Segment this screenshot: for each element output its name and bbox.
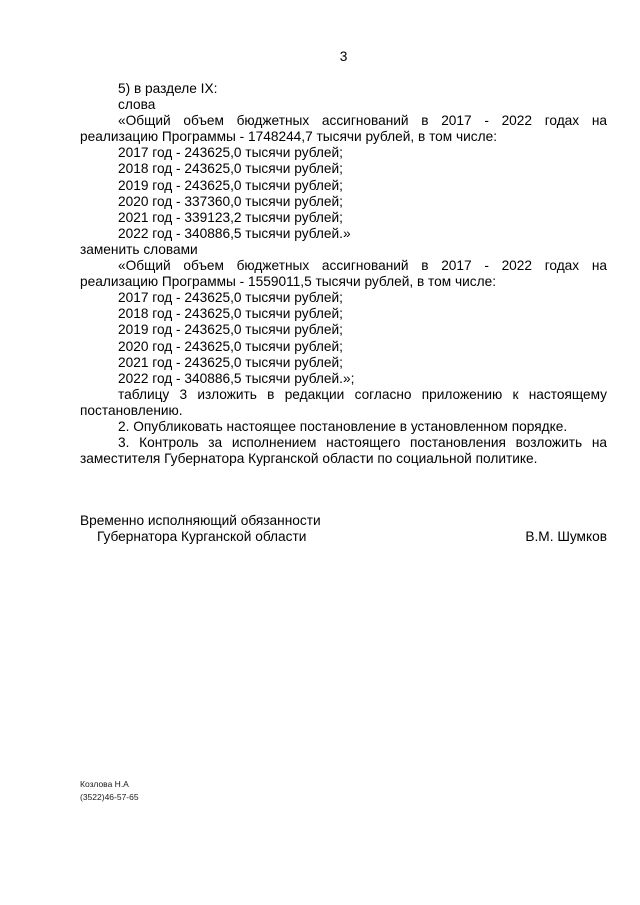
old-year-line: 2018 год - 243625,0 тысячи рублей; [118,161,343,177]
signature-block [80,513,607,545]
words-label: слова [118,97,156,113]
old-text-line2: реализацию Программы - 1748244,7 тысячи рублей, в том числе: [80,129,498,145]
old-year-line: 2021 год - 339123,2 тысячи рублей; [118,209,343,225]
signatory-name: В.М. Шумков [525,529,607,544]
new-year-line: 2017 год - 243625,0 тысячи рублей; [118,290,343,306]
old-year-line: 2019 год - 243625,0 тысячи рублей; [118,177,343,193]
item-5-heading: 5) в разделе IX: [118,81,218,96]
new-year-line: 2022 год - 340886,5 тысячи рублей.»; [118,370,355,386]
old-year-line: 2017 год - 243625,0 тысячи рублей; [118,145,343,161]
new-text-line2: реализацию Программы - 1559011,5 тысячи рублей, в том числе: [80,274,497,290]
new-year-line: 2020 год - 243625,0 тысячи рублей; [118,338,343,354]
executor-name: Козлова Н.А [80,779,129,789]
new-year-line: 2018 год - 243625,0 тысячи рублей; [118,306,343,322]
signatory-position-line1: Временно исполняющий обязанности [80,513,321,528]
item-3-control-line1: 3. Контроль за исполнением настоящего постановления возложить на [118,435,607,451]
item-2-publish: 2. Опубликовать настоящее постановление в установленном порядке. [118,418,568,434]
item-3-control-line2: заместителя Губернатора Курганской области по социальной политике. [80,451,538,467]
table-replace-line2: постановлению. [80,402,183,418]
executor-footer [80,778,139,804]
signatory-position-line2: Губернатора Курганской области [97,529,307,544]
old-year-line: 2020 год - 337360,0 тысячи рублей; [118,193,343,209]
new-text-line1: «Общий объем бюджетных ассигнований в 2017 - 2022 годах на [118,258,607,274]
document-body [80,81,607,467]
replace-label: заменить словами [80,241,198,257]
old-year-line: 2022 год - 340886,5 тысячи рублей.» [118,225,351,241]
signatory-row [80,529,607,545]
table-replace-line1: таблицу 3 изложить в редакции согласно приложению к настоящему [118,386,607,402]
page-number: 3 [339,49,348,64]
executor-phone: (3522)46-57-65 [80,792,139,802]
old-text-line1: «Общий объем бюджетных ассигнований в 2017 - 2022 годах на [118,113,607,129]
new-year-line: 2021 год - 243625,0 тысячи рублей; [118,354,343,370]
new-year-line: 2019 год - 243625,0 тысячи рублей; [118,322,343,338]
